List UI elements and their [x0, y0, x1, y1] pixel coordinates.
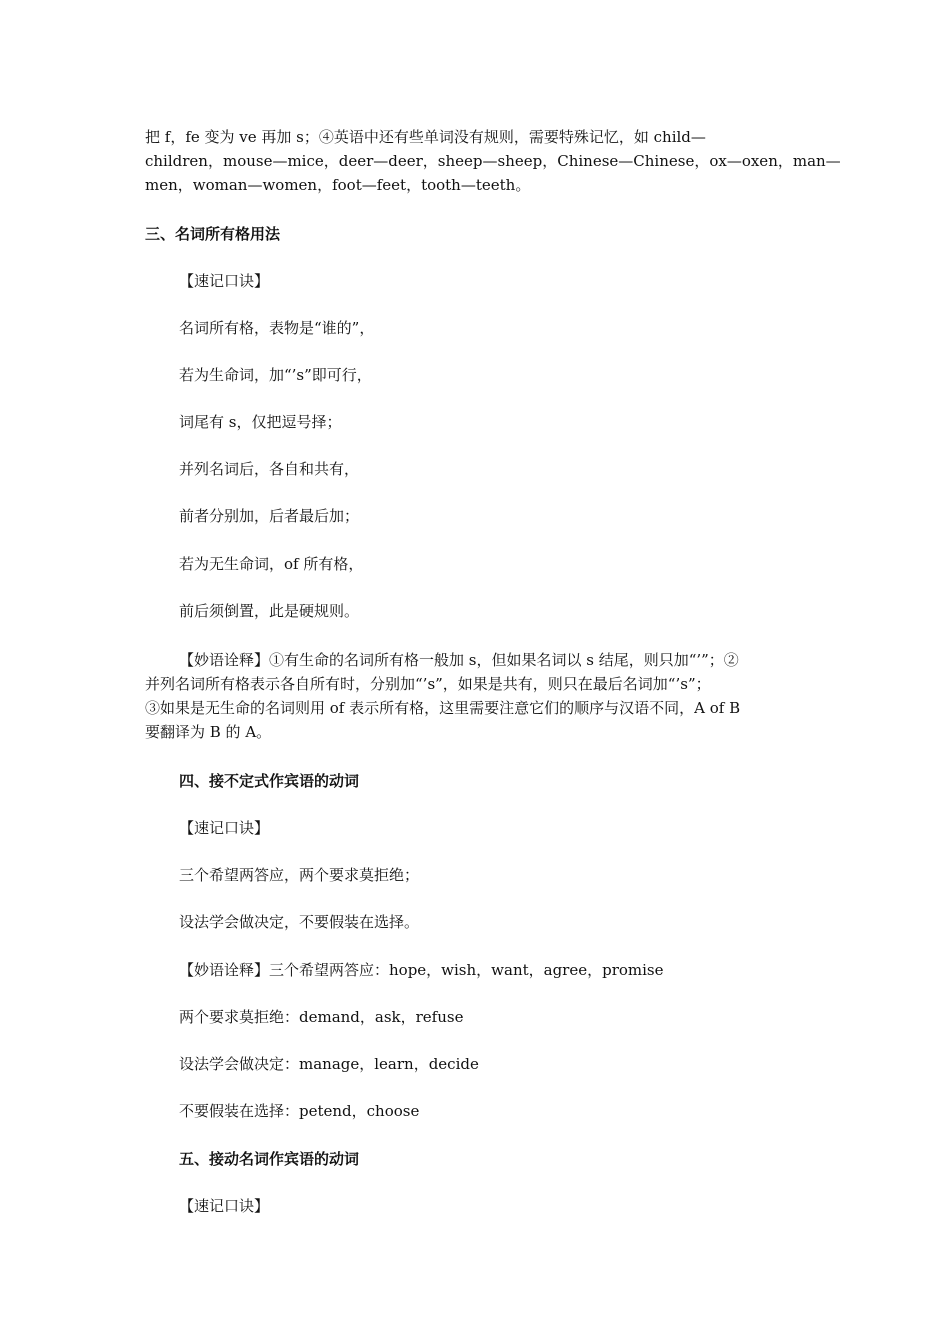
explain-line: ③如果是无生命的名词则用 of 表示所有格，这里需要注意它们的顺序与汉语不同，A of B	[145, 699, 741, 717]
section3-explanation	[145, 648, 810, 744]
intro-paragraph	[145, 125, 841, 197]
section4-verse: 设法学会做决定，不要假装在选择。	[179, 913, 420, 931]
section3-verse: 前后须倒置，此是硬规则。	[179, 602, 360, 620]
explain-line: 并列名词所有格表示各自所有时，分别加“’s”，如果是共有，则只在最后名词加“’s”；	[145, 675, 711, 693]
section4-mnemonic-label: 【速记口诀】	[179, 819, 270, 837]
section4-explain: 【妙语诠释】三个希望两答应：hope，wish，want，agree，promise	[179, 961, 664, 979]
section4-explain: 设法学会做决定：manage，learn，decide	[179, 1055, 479, 1073]
section3-verse: 若为生命词，加“’s”即可行，	[179, 366, 372, 384]
explain-line: 【妙语诠释】①有生命的名词所有格一般加 s，但如果名词以 s 结尾，则只加“’”；②	[179, 651, 739, 669]
section3-verse: 前者分别加，后者最后加；	[179, 507, 360, 525]
section3-verse: 词尾有 s，仅把逗号择；	[179, 413, 342, 431]
intro-line: men，woman—women，foot—feet，tooth—teeth。	[145, 176, 531, 194]
section3-mnemonic-label: 【速记口诀】	[179, 272, 270, 290]
section3-verse: 名词所有格，表物是“谁的”，	[179, 319, 375, 337]
section5-heading: 五、接动名词作宾语的动词	[179, 1150, 360, 1168]
section4-heading: 四、接不定式作宾语的动词	[179, 772, 360, 790]
section3-heading: 三、名词所有格用法	[145, 225, 281, 243]
section4-verse: 三个希望两答应，两个要求莫拒绝；	[179, 866, 420, 884]
section3-verse: 若为无生命词，of 所有格，	[179, 555, 364, 573]
section4-explain: 两个要求莫拒绝：demand，ask，refuse	[179, 1008, 464, 1026]
intro-line: 把 f，fe 变为 ve 再加 s；④英语中还有些单词没有规则，需要特殊记忆，如 child—	[145, 128, 706, 146]
section4-explain: 不要假装在选择：petend，choose	[179, 1102, 420, 1120]
section3-verse: 并列名词后，各自和共有，	[179, 460, 360, 478]
explain-line: 要翻译为 B 的 A。	[145, 723, 272, 741]
intro-line: children，mouse—mice，deer—deer，sheep—sheep，Chinese—Chinese，ox—oxen，man—	[145, 152, 841, 170]
section5-mnemonic-label: 【速记口诀】	[179, 1197, 270, 1215]
